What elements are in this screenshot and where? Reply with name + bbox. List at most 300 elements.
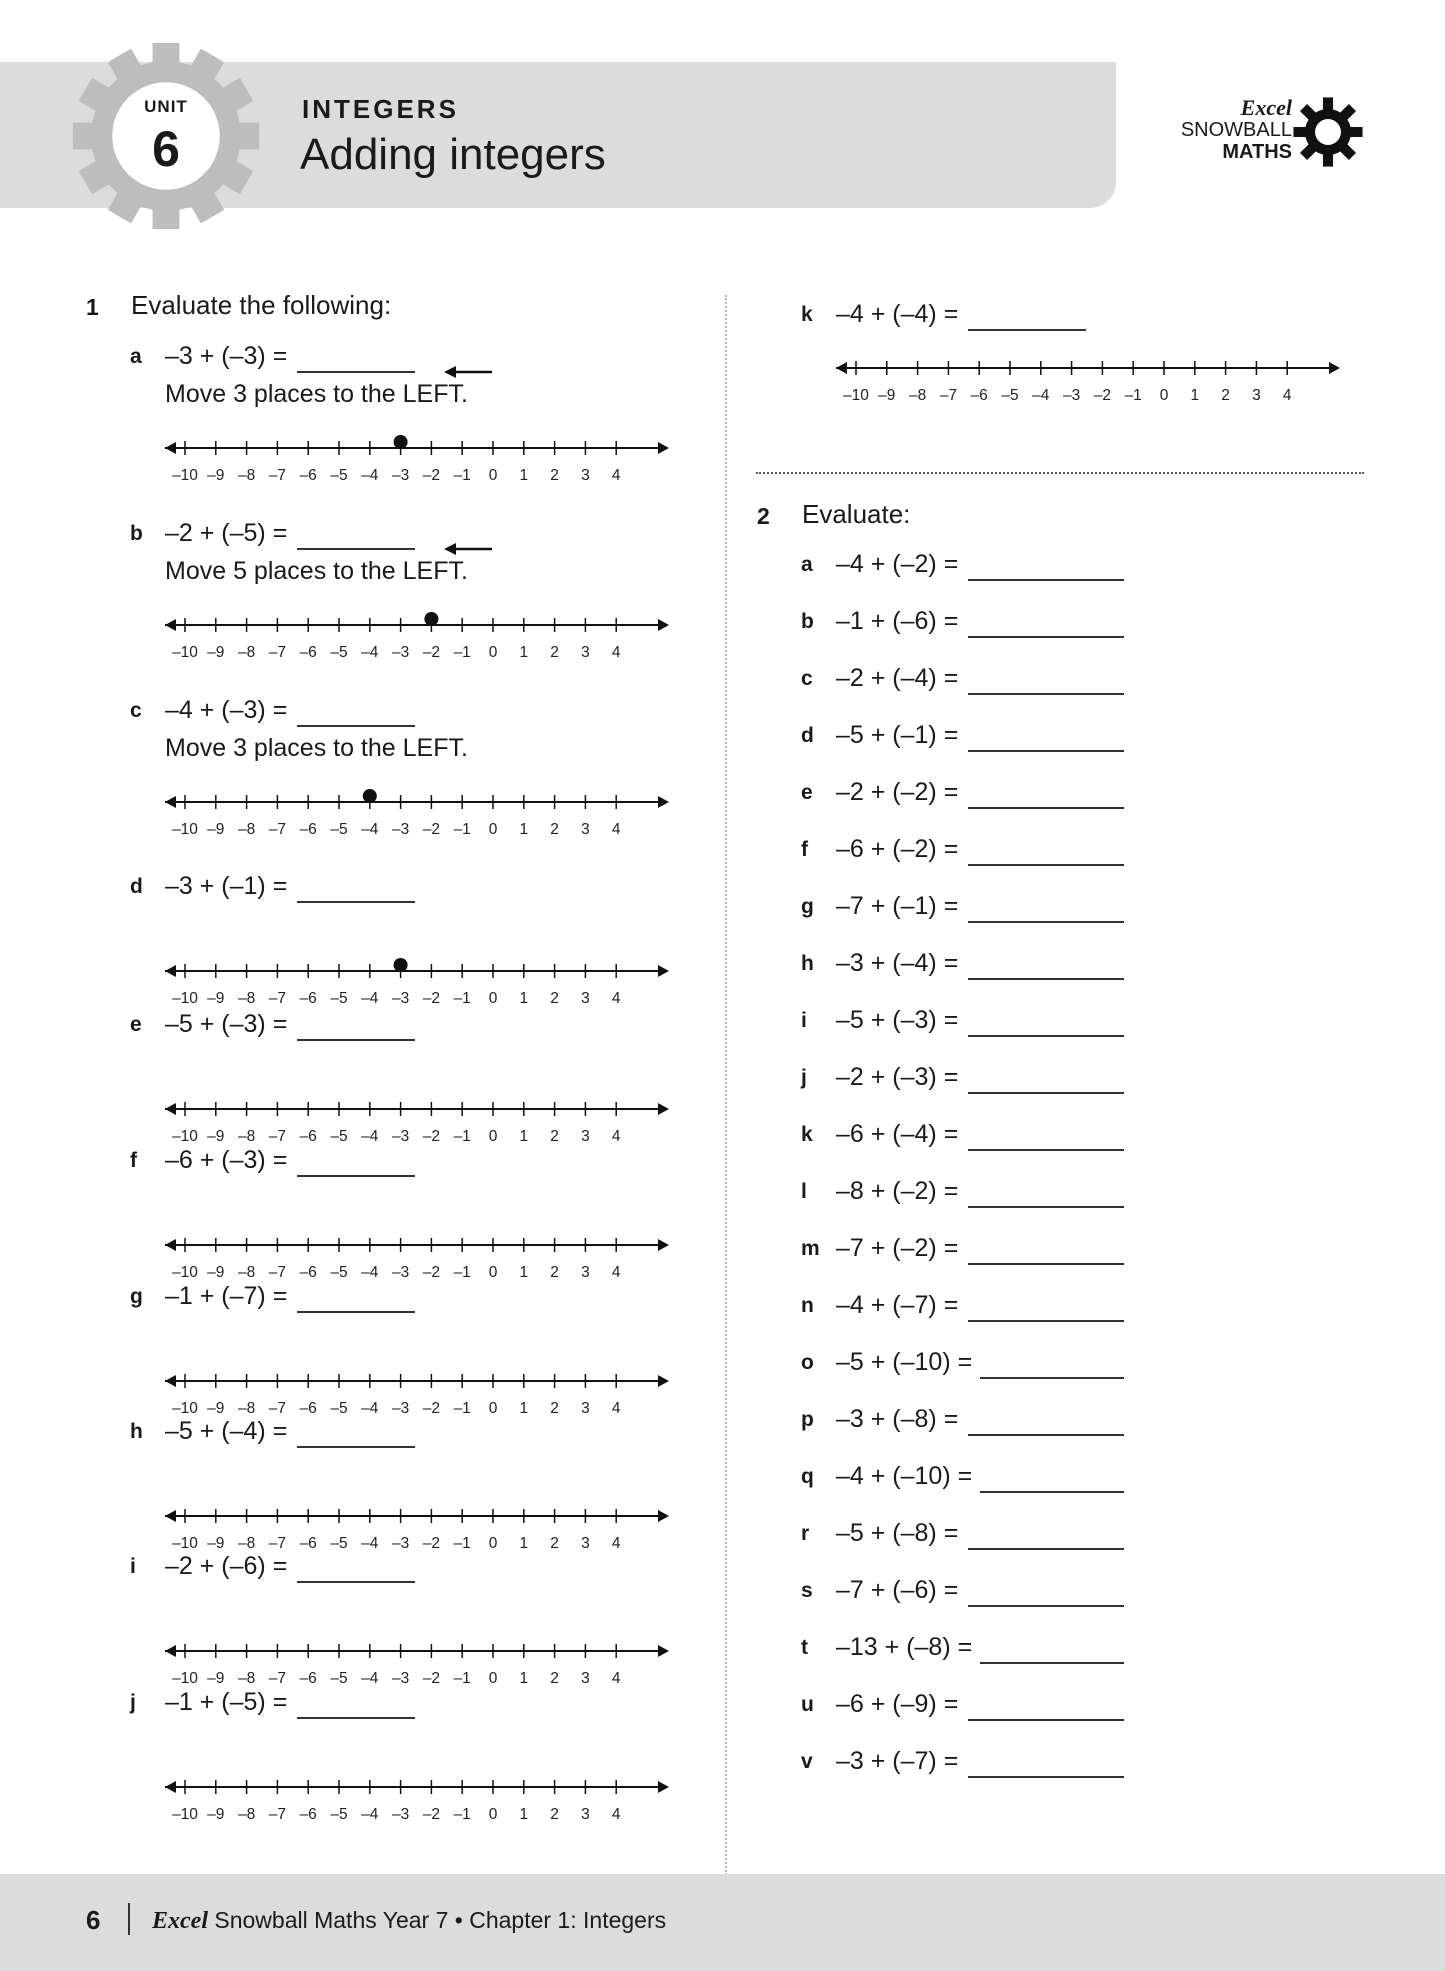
q2-f-expression: –6 + (–2) = [836,835,959,863]
q1-c-answer-blank[interactable] [297,725,415,727]
q1-d-tick-label: –9 [207,990,225,1007]
q2-c-label: c [801,667,813,690]
q2-e-expression: –2 + (–2) = [836,778,959,806]
q1-c-tick-label: 0 [488,821,498,838]
q2-f-label: f [801,838,808,861]
q1-f-tick-label: 4 [611,1264,621,1281]
q1-j-tick-label: –1 [453,1806,471,1823]
q1-g-tick-label: –8 [237,1400,256,1417]
q1-d-tick-label: –3 [391,990,410,1007]
q2-n-expression: –4 + (–7) = [836,1291,959,1319]
q1-i-axis-left-arrowhead [165,1645,176,1657]
q2-c-answer-blank[interactable] [968,693,1124,695]
q1-j-number-line [165,1773,685,1823]
q1-i-tick-label: –4 [361,1670,379,1687]
q2-c-expression: –2 + (–4) = [836,664,959,692]
q1-i-number-line [165,1637,685,1687]
q2-j-expression: –2 + (–3) = [836,1063,959,1091]
q2-m-answer-blank[interactable] [968,1263,1124,1265]
q2-t-expression: –13 + (–8) = [836,1633,973,1661]
q1-d-tick-label: –10 [172,990,198,1007]
q1-c-tick-label: –10 [172,821,198,838]
q2-d-answer-blank[interactable] [968,750,1124,752]
q1-k-answer-blank[interactable] [968,329,1086,331]
q1-h-tick-label: –3 [391,1535,410,1552]
q1-e-tick-label: –10 [172,1128,198,1145]
q1-a-tick-label: 1 [519,467,529,484]
q2-v-expression: –3 + (–7) = [836,1747,959,1775]
q1-b-axis-right-arrowhead [658,619,669,631]
q1-f-tick-label: –1 [453,1264,471,1281]
q1-f-tick-label: –6 [299,1264,317,1281]
q1-b-left-arrow-icon [444,542,494,556]
q1-e-tick-label: –3 [391,1128,410,1145]
q1-a-label: a [130,345,142,368]
q1-c-tick-label: –3 [391,821,410,838]
footer-book-title: Snowball Maths Year 7 [214,1907,449,1933]
q1-f-axis-left-arrowhead [165,1239,176,1251]
q1-i-axis-right-arrowhead [658,1645,669,1657]
q1-d-tick-label: –1 [453,990,471,1007]
q1-f-tick-label: –9 [207,1264,225,1281]
q1-i-tick-label: –10 [172,1670,198,1687]
q1-i-tick-label: 1 [519,1670,529,1687]
page-number: 6 [86,1905,101,1935]
q1-i-answer-blank[interactable] [297,1581,415,1583]
q1-d-tick-label: 1 [519,990,529,1007]
q1-h-tick-label: –5 [330,1535,348,1552]
q1-k-tick-label: 0 [1159,387,1169,404]
q1-k-tick-label: –3 [1062,387,1081,404]
q1-b-tick-label: 3 [581,644,590,661]
q2-h-answer-blank[interactable] [968,978,1124,980]
q2-t-answer-blank[interactable] [980,1662,1124,1664]
q1-e-tick-label: –4 [361,1128,379,1145]
q2-b-label: b [801,610,814,633]
q1-e-number-line [165,1095,685,1145]
q1-g-tick-label: –3 [391,1400,410,1417]
q1-b-tick-label: –7 [268,644,287,661]
q1-a-tick-label: 0 [488,467,498,484]
q1-j-tick-label: –6 [299,1806,317,1823]
q2-i-answer-blank[interactable] [968,1035,1124,1037]
q1-k-number-line [836,354,1356,404]
q1-b-tick-label: –2 [422,644,441,661]
q2-i-expression: –5 + (–3) = [836,1006,959,1034]
q1-e-answer-blank[interactable] [297,1039,415,1041]
q1-a-tick-label: –5 [330,467,348,484]
q1-i-tick-label: 4 [611,1670,621,1687]
q1-i-tick-label: 2 [550,1670,559,1687]
q2-p-expression: –3 + (–8) = [836,1405,959,1433]
q1-f-tick-label: –2 [422,1264,441,1281]
q2-u-label: u [801,1693,814,1716]
q1-e-tick-label: –5 [330,1128,348,1145]
q2-m-expression: –7 + (–2) = [836,1234,959,1262]
q1-j-tick-label: 1 [519,1806,529,1823]
q1-g-axis-left-arrowhead [165,1375,176,1387]
q1-d-start-dot [394,958,408,972]
q1-f-answer-blank[interactable] [297,1175,415,1177]
q2-t-label: t [801,1636,808,1659]
q1-c-tick-label: 1 [519,821,529,838]
q2-s-answer-blank[interactable] [968,1605,1124,1607]
q2-s-label: s [801,1579,813,1602]
q1-e-tick-label: 0 [488,1128,498,1145]
q1-b-hint: Move 5 places to the LEFT. [165,557,468,585]
q1-c-tick-label: –1 [453,821,471,838]
q1-a-tick-label: 4 [611,467,621,484]
q1-i-tick-label: –9 [207,1670,225,1687]
q1-h-tick-label: –7 [268,1535,287,1552]
q1-c-tick-label: 4 [611,821,621,838]
q1-g-tick-label: –7 [268,1400,287,1417]
q1-b-answer-blank[interactable] [297,548,415,550]
q1-h-tick-label: 4 [611,1535,621,1552]
q1-c-tick-label: –6 [299,821,317,838]
q1-h-tick-label: –4 [361,1535,379,1552]
q1-e-tick-label: 1 [519,1128,529,1145]
q1-h-label: h [130,1420,143,1443]
q2-g-answer-blank[interactable] [968,921,1124,923]
q2-h-expression: –3 + (–4) = [836,949,959,977]
q1-c-axis-left-arrowhead [165,796,176,808]
q1-h-tick-label: –10 [172,1535,198,1552]
q1-e-expression: –5 + (–3) = [165,1010,288,1038]
q1-e-axis-right-arrowhead [658,1103,669,1115]
topic-heading: INTEGERS [302,94,459,124]
page-title: Adding integers [300,130,606,179]
q1-g-tick-label: 3 [581,1400,590,1417]
q1-a-tick-label: –9 [207,467,225,484]
q1-i-label: i [130,1555,136,1578]
q1-k-tick-label: –4 [1032,387,1050,404]
q2-k-expression: –6 + (–4) = [836,1120,959,1148]
q2-a-expression: –4 + (–2) = [836,550,959,578]
footer-book-info [152,1907,666,1935]
q1-i-expression: –2 + (–6) = [165,1552,288,1580]
q1-h-tick-label: 0 [488,1535,498,1552]
q1-h-tick-label: 1 [519,1535,529,1552]
brand-logo [1158,97,1292,163]
q1-j-tick-label: –4 [361,1806,379,1823]
q1-d-tick-label: –2 [422,990,441,1007]
q1-b-tick-label: 2 [550,644,559,661]
q2-k-answer-blank[interactable] [968,1149,1124,1151]
q1-b-tick-label: –9 [207,644,225,661]
q1-b-tick-label: 0 [488,644,498,661]
q1-j-tick-label: 3 [581,1806,590,1823]
q1-a-tick-label: –4 [361,467,379,484]
q1-a-expression: –3 + (–3) = [165,342,288,370]
q1-i-tick-label: 3 [581,1670,590,1687]
q1-c-label: c [130,699,142,722]
q1-a-answer-blank[interactable] [297,371,415,373]
q1-h-tick-label: –8 [237,1535,256,1552]
q2-prompt: Evaluate: [802,499,911,529]
q1-h-expression: –5 + (–4) = [165,1417,288,1445]
q1-k-label: k [801,303,813,326]
q1-d-label: d [130,875,143,898]
q1-j-tick-label: 4 [611,1806,621,1823]
q1-a-tick-label: –7 [268,467,287,484]
q2-e-label: e [801,781,813,804]
q1-a-left-arrow-icon [444,365,494,379]
q1-g-tick-label: –6 [299,1400,317,1417]
q1-c-tick-label: –4 [361,821,379,838]
q2-f-answer-blank[interactable] [968,864,1124,866]
q2-r-label: r [801,1522,810,1545]
q1-number: 1 [86,294,99,320]
q2-number: 2 [757,503,770,529]
q2-b-answer-blank[interactable] [968,636,1124,638]
q1-g-tick-label: 4 [611,1400,621,1417]
q1-h-tick-label: –1 [453,1535,471,1552]
q1-g-tick-label: 1 [519,1400,529,1417]
q1-f-tick-label: 0 [488,1264,498,1281]
q1-g-tick-label: –1 [453,1400,471,1417]
q2-h-label: h [801,952,814,975]
q1-b-tick-label: –6 [299,644,317,661]
q1-d-tick-label: –7 [268,990,287,1007]
q2-r-expression: –5 + (–8) = [836,1519,959,1547]
q1-a-tick-label: –8 [237,467,256,484]
q2-j-answer-blank[interactable] [968,1092,1124,1094]
q1-h-axis-right-arrowhead [658,1510,669,1522]
q1-c-tick-label: –9 [207,821,225,838]
q1-e-tick-label: –2 [422,1128,441,1145]
q2-b-expression: –1 + (–6) = [836,607,959,635]
q1-d-tick-label: 3 [581,990,590,1007]
q2-k-label: k [801,1123,813,1146]
q2-a-answer-blank[interactable] [968,579,1124,581]
q1-k-tick-label: 1 [1190,387,1200,404]
q1-a-tick-label: 2 [550,467,559,484]
q1-e-tick-label: 4 [611,1128,621,1145]
q1-f-tick-label: –5 [330,1264,348,1281]
q1-prompt: Evaluate the following: [131,290,392,320]
q1-f-tick-label: –4 [361,1264,379,1281]
q1-k-tick-label: –6 [970,387,988,404]
q1-d-tick-label: –4 [361,990,379,1007]
q2-m-label: m [801,1237,820,1260]
q2-o-label: o [801,1351,814,1374]
q2-d-label: d [801,724,814,747]
q1-k-axis-right-arrowhead [1329,362,1340,374]
q1-f-tick-label: –10 [172,1264,198,1281]
q2-g-expression: –7 + (–1) = [836,892,959,920]
q1-h-axis-left-arrowhead [165,1510,176,1522]
q1-j-tick-label: –5 [330,1806,348,1823]
q1-a-tick-label: –6 [299,467,317,484]
q1-k-expression: –4 + (–4) = [836,300,959,328]
q1-d-axis-right-arrowhead [658,965,669,977]
footer-bullet: • [454,1907,463,1933]
q1-b-tick-label: –10 [172,644,198,661]
q1-k-tick-label: 2 [1221,387,1230,404]
q1-k-axis-left-arrowhead [836,362,847,374]
q2-p-answer-blank[interactable] [968,1434,1124,1436]
brand-line-1: Excel [1240,95,1292,120]
q1-b-label: b [130,522,143,545]
q1-i-tick-label: –1 [453,1670,471,1687]
footer-book-brand: Excel [152,1908,208,1934]
q1-e-tick-label: –8 [237,1128,256,1145]
q1-a-tick-label: –3 [391,467,410,484]
brand-line-3: MATHS [1222,141,1292,163]
q2-n-label: n [801,1294,814,1317]
q1-c-tick-label: 3 [581,821,590,838]
section-divider [756,472,1364,474]
q2-s-expression: –7 + (–6) = [836,1576,959,1604]
q1-e-tick-label: –9 [207,1128,225,1145]
q2-o-answer-blank[interactable] [980,1377,1124,1379]
q1-k-tick-label: 3 [1252,387,1261,404]
q1-b-expression: –2 + (–5) = [165,519,288,547]
q2-a-label: a [801,553,813,576]
q1-k-tick-label: –10 [843,387,869,404]
footer-separator [128,1903,130,1935]
q1-e-tick-label: 2 [550,1128,559,1145]
brand-line-2: SNOWBALL [1180,119,1292,141]
q2-l-answer-blank[interactable] [968,1206,1124,1208]
q1-b-tick-label: 1 [519,644,529,661]
q1-c-tick-label: –8 [237,821,256,838]
q1-h-answer-blank[interactable] [297,1446,415,1448]
q1-j-axis-left-arrowhead [165,1781,176,1793]
q2-n-answer-blank[interactable] [968,1320,1124,1322]
q1-f-tick-label: –7 [268,1264,287,1281]
q1-b-tick-label: –5 [330,644,348,661]
q1-d-axis-left-arrowhead [165,965,176,977]
unit-label: UNIT [144,97,188,116]
q1-h-tick-label: –2 [422,1535,441,1552]
q1-j-tick-label: –3 [391,1806,410,1823]
q1-k-tick-label: –8 [908,387,927,404]
q1-d-tick-label: 4 [611,990,621,1007]
q1-f-number-line [165,1231,685,1281]
q1-b-tick-label: 4 [611,644,621,661]
q1-a-number-line [165,434,685,484]
q1-g-label: g [130,1285,143,1308]
q1-i-tick-label: –2 [422,1670,441,1687]
q2-g-label: g [801,895,814,918]
q1-i-tick-label: –7 [268,1670,287,1687]
q1-b-tick-label: –3 [391,644,410,661]
q1-b-number-line [165,611,685,661]
q1-g-answer-blank[interactable] [297,1311,415,1313]
q1-a-axis-right-arrowhead [658,442,669,454]
q1-g-tick-label: –5 [330,1400,348,1417]
q2-v-answer-blank[interactable] [968,1776,1124,1778]
q1-d-tick-label: –8 [237,990,256,1007]
q1-j-answer-blank[interactable] [297,1717,415,1719]
q1-i-tick-label: –3 [391,1670,410,1687]
q1-f-expression: –6 + (–3) = [165,1146,288,1174]
q2-q-expression: –4 + (–10) = [836,1462,973,1490]
q1-c-axis-right-arrowhead [658,796,669,808]
q1-a-tick-label: –10 [172,467,198,484]
q1-a-tick-label: 3 [581,467,590,484]
q1-b-tick-label: –1 [453,644,471,661]
q2-u-answer-blank[interactable] [968,1719,1124,1721]
q1-d-tick-label: 2 [550,990,559,1007]
q1-d-answer-blank[interactable] [297,901,415,903]
q2-o-expression: –5 + (–10) = [836,1348,973,1376]
q1-j-axis-right-arrowhead [658,1781,669,1793]
unit-number: 6 [152,121,180,177]
q1-k-tick-label: –1 [1124,387,1142,404]
q1-g-tick-label: 2 [550,1400,559,1417]
q1-d-tick-label: –5 [330,990,348,1007]
q1-i-tick-label: –5 [330,1670,348,1687]
q2-d-expression: –5 + (–1) = [836,721,959,749]
q1-j-tick-label: 2 [550,1806,559,1823]
q1-c-tick-label: –5 [330,821,348,838]
q1-a-tick-label: –1 [453,467,471,484]
q1-f-label: f [130,1149,137,1172]
q1-f-tick-label: 3 [581,1264,590,1281]
q1-i-tick-label: 0 [488,1670,498,1687]
q1-d-number-line [165,957,685,1007]
q1-j-tick-label: –2 [422,1806,441,1823]
q1-g-tick-label: –10 [172,1400,198,1417]
q1-c-tick-label: –2 [422,821,441,838]
q1-e-tick-label: –7 [268,1128,287,1145]
q1-j-tick-label: –7 [268,1806,287,1823]
q2-r-answer-blank[interactable] [968,1548,1124,1550]
q2-i-label: i [801,1009,807,1032]
q1-c-number-line [165,788,685,838]
q1-e-tick-label: –6 [299,1128,317,1145]
q1-b-tick-label: –8 [237,644,256,661]
q2-p-label: p [801,1408,814,1431]
q1-b-start-dot [424,612,438,626]
q1-e-tick-label: 3 [581,1128,590,1145]
q1-f-tick-label: –8 [237,1264,256,1281]
q2-u-expression: –6 + (–9) = [836,1690,959,1718]
q2-v-label: v [801,1750,813,1773]
q1-e-axis-left-arrowhead [165,1103,176,1115]
q1-f-tick-label: 1 [519,1264,529,1281]
q2-q-label: q [801,1465,814,1488]
q1-j-tick-label: –8 [237,1806,256,1823]
q1-f-axis-right-arrowhead [658,1239,669,1251]
q1-d-tick-label: –6 [299,990,317,1007]
q1-j-label: j [130,1691,136,1714]
q1-a-hint: Move 3 places to the LEFT. [165,380,468,408]
q1-e-tick-label: –1 [453,1128,471,1145]
q1-j-expression: –1 + (–5) = [165,1688,288,1716]
q1-e-label: e [130,1013,142,1036]
q2-l-expression: –8 + (–2) = [836,1177,959,1205]
q2-q-answer-blank[interactable] [980,1491,1124,1493]
column-divider [725,295,727,1875]
q1-g-tick-label: –4 [361,1400,379,1417]
q1-j-tick-label: –10 [172,1806,198,1823]
q1-g-expression: –1 + (–7) = [165,1282,288,1310]
q1-k-tick-label: 4 [1282,387,1292,404]
q1-g-tick-label: –9 [207,1400,225,1417]
q2-e-answer-blank[interactable] [968,807,1124,809]
q1-h-tick-label: 3 [581,1535,590,1552]
q1-h-tick-label: –9 [207,1535,225,1552]
q1-g-axis-right-arrowhead [658,1375,669,1387]
q1-h-tick-label: 2 [550,1535,559,1552]
q1-a-axis-left-arrowhead [165,442,176,454]
q1-k-tick-label: –5 [1001,387,1019,404]
q2-j-label: j [801,1066,807,1089]
